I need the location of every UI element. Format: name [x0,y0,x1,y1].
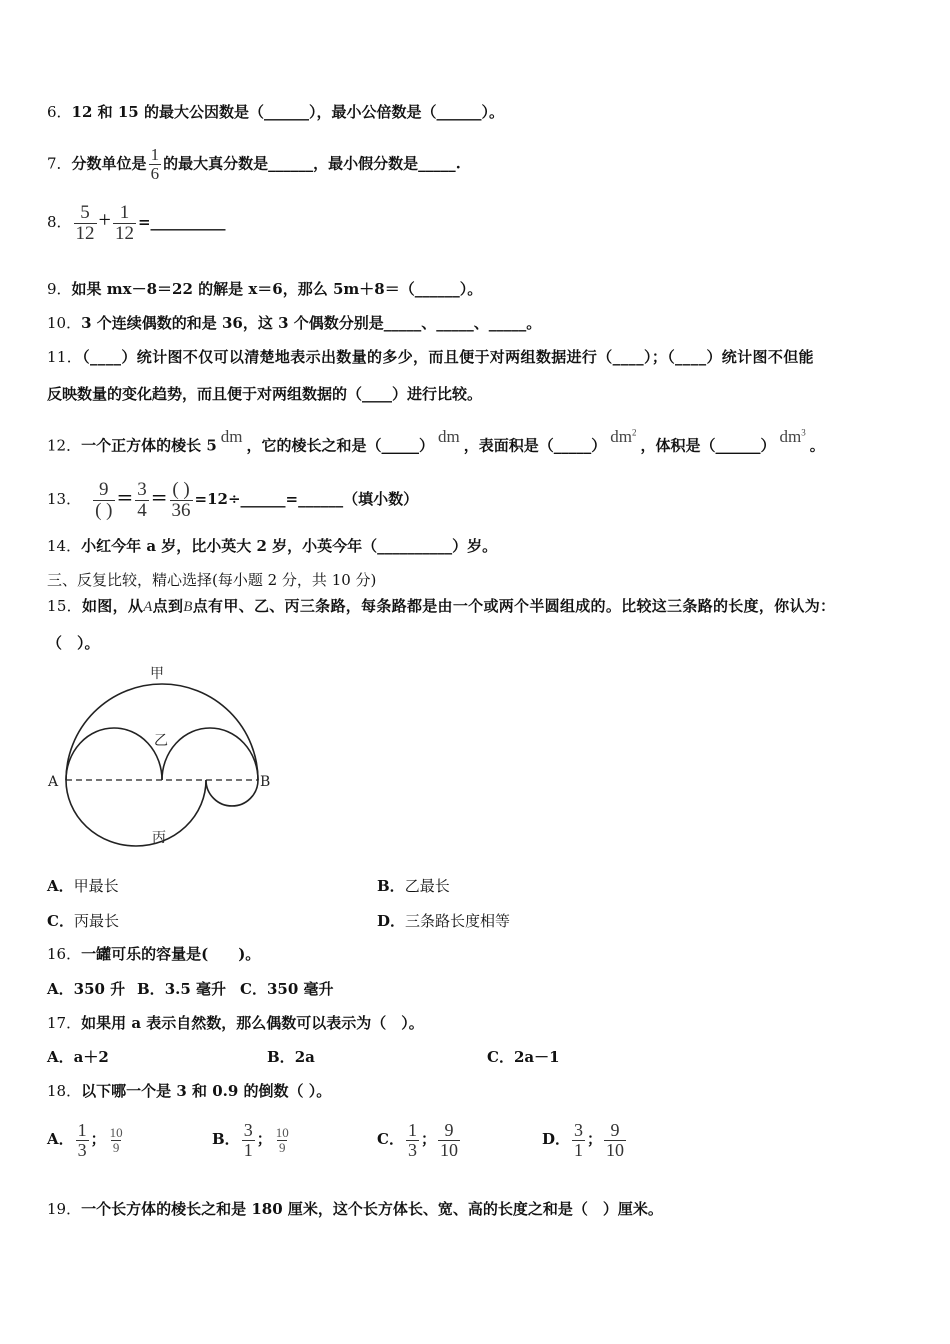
q15-option-c[interactable]: C．丙最长 [47,912,119,930]
question-number: 14． [47,537,82,555]
question-number: 17． [47,1014,82,1032]
fraction-five-twelfths: $\frac{5}{12}$ [75,201,95,244]
q17-option-b[interactable]: B．2a [267,1048,315,1066]
path-bing-arc-large [66,780,206,846]
unit-dm: dm [438,426,460,446]
question-number: 6． [47,103,72,121]
label-a: A [48,774,59,790]
q16-option-c[interactable]: C．350 毫升 [240,980,334,998]
question-number: 9． [47,280,72,298]
question-number: 18． [47,1082,82,1100]
question-9 [47,279,482,299]
question-19 [47,1199,663,1219]
path-bing-arc-small [206,780,258,806]
question-text: 一罐可乐的容量是( )。 [81,945,261,963]
path-yi-arc-right [162,728,258,780]
label-yi: 乙 [154,733,168,749]
question-text: 如果用 a 表示自然数，那么偶数可以表示为（ ）。 [81,1014,424,1032]
question-text: =12÷______=______（填小数） [194,490,419,508]
question-number: 10． [47,314,82,332]
question-text: 的最大真分数是______，最小假分数是_____. [163,154,461,173]
q18-option-c[interactable]: C． $\frac{1}{3}$ ； $\frac{9}{10}$ [377,1119,458,1160]
question-17 [47,1013,424,1033]
q16-option-b[interactable]: B．3.5 毫升 [137,980,227,998]
question-text: 12 和 15 的最大公因数是（______），最小公倍数是（______）。 [71,103,504,121]
q17-option-a[interactable]: A．a＋2 [47,1048,109,1066]
question-number: 11． [47,348,83,366]
question-number: 8． [47,213,72,231]
equals-sign: = [116,485,134,509]
question-text: 反映数量的变化趋势，而且便于对两组数据的（____）进行比较。 [47,385,483,403]
fraction: $\frac{9}{10}$ [606,1119,625,1160]
question-14 [47,536,497,556]
question-number: 12． [47,436,82,455]
answer-blank: （ ）。 [47,634,100,652]
question-text: 。 [809,436,825,455]
point-a-label: A [143,599,153,615]
section-heading-3 [47,570,376,590]
q15-option-d[interactable]: D．三条路长度相等 [377,912,511,930]
fraction: $\frac{10}{9}$ [109,1124,123,1155]
plus-sign: + [98,207,111,232]
question-number: 7． [47,154,72,173]
question-text: ，表面积是（_____） [463,436,607,455]
point-b-label: B [183,599,193,615]
question-8 [47,200,226,243]
path-yi-arc-left [66,728,162,780]
question-text: 3 个连续偶数的和是 36，这 3 个偶数分别是_____、_____、_____。 [81,314,542,332]
section-title: 三、反复比较，精心选择(每小题 2 分，共 10 分) [47,571,377,589]
q18-option-a[interactable]: A． $\frac{1}{3}$ ； $\frac{10}{9}$ [47,1119,123,1160]
question-10 [47,313,541,333]
q17-option-c[interactable]: C．2a－1 [487,1048,560,1066]
question-15 [47,596,835,617]
q15-option-b[interactable]: B．乙最长 [377,877,450,895]
fraction-one-sixth: $\frac{1}{6}$ [150,145,160,183]
question-6 [47,102,504,122]
question-7 [47,146,461,183]
question-text: 如果 mx－8＝22 的解是 x＝6，那么 5m＋8＝（______）。 [71,280,483,298]
fraction: $\frac{1}{3}$ [77,1119,87,1160]
fraction: $\frac{10}{9}$ [275,1124,289,1155]
question-text: 点到 [152,597,184,615]
q16-option-a[interactable]: A．350 升 [47,980,126,998]
question-text: 点有甲、乙、丙三条路，每条路都是由一个或两个半圆组成的。比较这三条路的长度，你认为： [192,597,836,615]
question-number: 13． [47,490,82,508]
fraction-one-twelfth: $\frac{1}{12}$ [114,201,134,244]
question-12 [47,426,825,456]
question-13 [47,474,418,522]
answer-blank: =__________ [137,213,226,231]
fraction: $\frac{3}{1}$ [574,1119,584,1160]
fraction: $\frac{9}{10}$ [439,1119,458,1160]
q15-option-a[interactable]: A．甲最长 [47,877,119,895]
question-text: 一个正方体的棱长 5 [81,436,217,455]
question-text: 以下哪一个是 3 和 0.9 的倒数（ ）。 [81,1082,332,1100]
fraction-9-over-blank: $\frac{9}{( )}$ [95,478,113,521]
question-18 [47,1081,331,1101]
label-b: B [260,774,271,790]
question-text: 如图，从 [82,597,144,615]
question-text: （____）统计图不仅可以清楚地表示出数量的多少，而且便于对两组数据进行（____）；（____）统计图不但能 [82,348,814,366]
question-number: 16． [47,945,82,963]
fraction: $\frac{1}{3}$ [407,1119,417,1160]
question-15-continued [47,633,100,653]
unit-dm2: $dm^2$ [610,426,637,446]
question-number: 15． [47,597,82,615]
question-number: 19． [47,1200,82,1218]
question-text: 小红今年 a 岁，比小英大 2 岁，小英今年（__________）岁。 [81,537,498,555]
question-text: ，它的棱长之和是（_____） [246,436,435,455]
q18-option-d[interactable]: D． $\frac{3}{1}$ ； $\frac{9}{10}$ [542,1119,625,1160]
three-paths-figure [44,660,284,860]
question-text: 分数单位是 [71,154,147,173]
question-16 [47,944,260,964]
label-jia: 甲 [150,666,164,682]
fraction-three-quarters: $\frac{3}{4}$ [137,478,147,521]
fraction: $\frac{3}{1}$ [243,1119,253,1160]
q18-option-b[interactable]: B． $\frac{3}{1}$ ； $\frac{10}{9}$ [212,1119,289,1160]
question-11 [47,347,814,367]
unit-dm: dm [220,426,243,446]
question-11-continued [47,384,482,404]
question-text: ，体积是（______） [640,436,776,455]
question-text: 一个长方体的棱长之和是 180 厘米，这个长方体长、宽、高的长度之和是（ ）厘米。 [81,1200,663,1218]
unit-dm3: $dm^3$ [779,426,806,446]
fraction-blank-over-36: $\frac{( )}{36}$ [171,478,191,521]
label-bing: 丙 [152,830,166,846]
equals-sign: = [150,485,168,509]
